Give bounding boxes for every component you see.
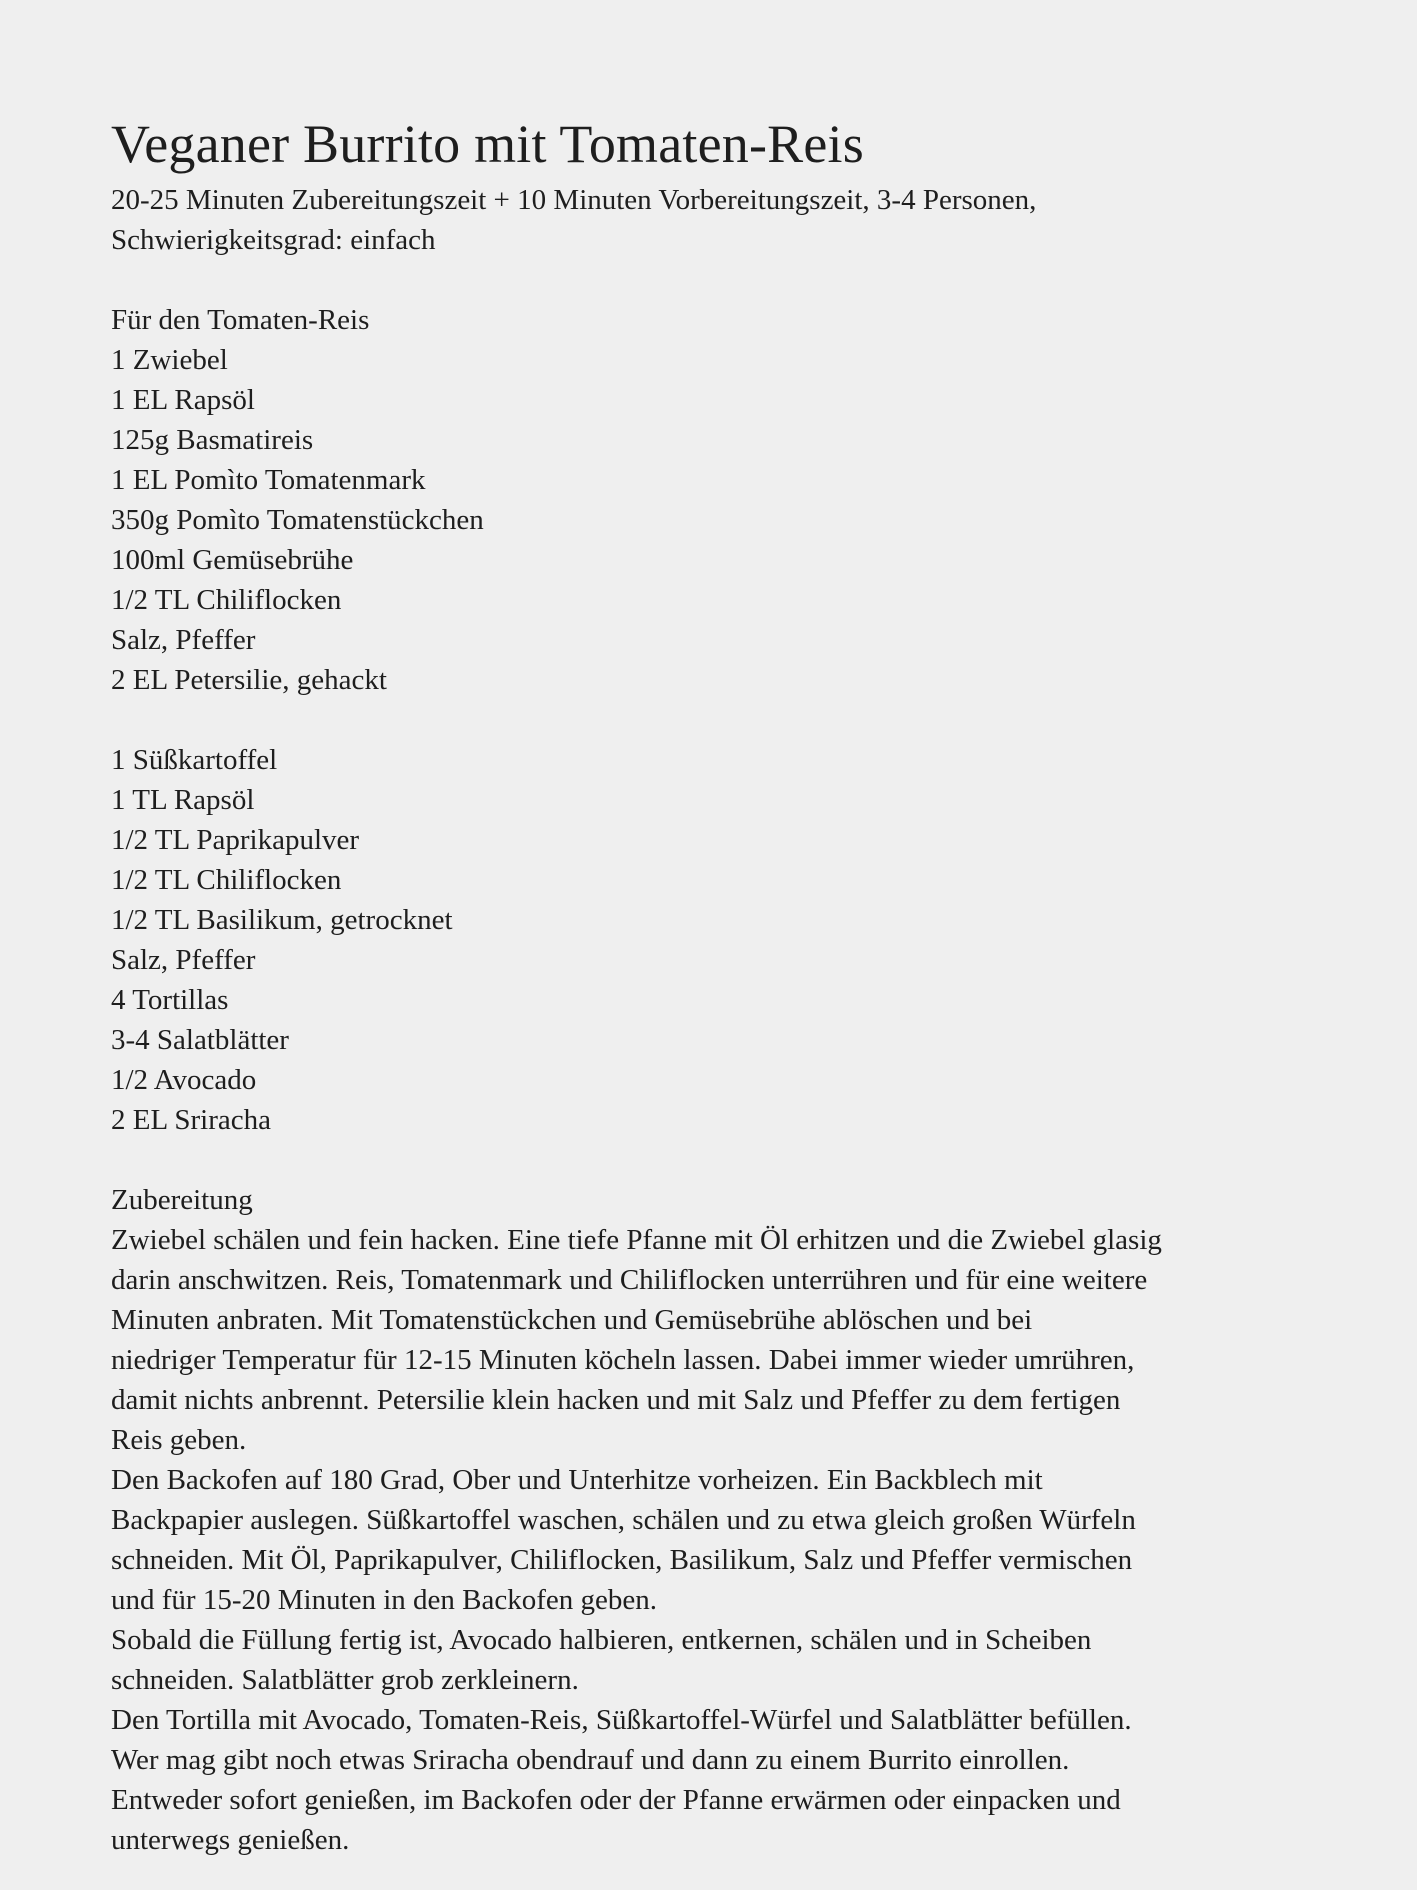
ingredient-item: 1 TL Rapsöl [111,784,255,816]
ingredient-item: 2 EL Sriracha [111,1104,271,1136]
prep-line: Minuten anbraten. Mit Tomatenstückchen und Gemüsebrühe ablöschen und bei [111,1304,1033,1336]
prep-line: schneiden. Salatblätter grob zerkleinern. [111,1664,579,1696]
prep-line: Den Backofen auf 180 Grad, Ober und Unterhitze vorheizen. Ein Backblech mit [111,1464,1043,1496]
prep-instructions [111,1220,1331,1860]
prep-line: Reis geben. [111,1424,247,1456]
ingredient-item: 1 EL Pomìto Tomatenmark [111,464,426,496]
ingredient-item: 350g Pomìto Tomatenstückchen [111,504,484,536]
prep-line: Wer mag gibt noch etwas Sriracha obendrauf und dann zu einem Burrito einrollen. [111,1744,1070,1776]
prep-line: damit nichts anbrennt. Petersilie klein hacken und mit Salz und Pfeffer zu dem fertigen [111,1384,1121,1416]
ingredient-item: 4 Tortillas [111,984,229,1016]
filling-ingredient-list [111,740,1331,1140]
ingredient-item: 1 Zwiebel [111,344,228,376]
spacer [111,700,1331,740]
prep-line: niedriger Temperatur für 12-15 Minuten köcheln lassen. Dabei immer wieder umrühren, [111,1344,1135,1376]
recipe-meta: Schwierigkeitsgrad: einfach [111,224,436,256]
prep-line: Backpapier auslegen. Süßkartoffel waschen, schälen und zu etwa gleich großen Würfeln [111,1504,1136,1536]
prep-line: unterwegs genießen. [111,1824,350,1856]
spacer [111,1140,1331,1180]
prep-line: Entweder sofort genießen, im Backofen oder der Pfanne erwärmen oder einpacken und [111,1784,1121,1816]
prep-section-heading: Zubereitung [111,1184,253,1216]
ingredient-item: 1/2 TL Basilikum, getrocknet [111,904,453,936]
prep-line: Den Tortilla mit Avocado, Tomaten-Reis, Süßkartoffel-Würfel und Salatblätter befüllen. [111,1704,1132,1736]
prep-line: Zwiebel schälen und fein hacken. Eine tiefe Pfanne mit Öl erhitzen und die Zwiebel glasig [111,1224,1162,1256]
prep-line: darin anschwitzen. Reis, Tomatenmark und Chiliflocken unterrühren und für eine weitere [111,1264,1148,1296]
rice-section-heading: Für den Tomaten-Reis [111,304,370,336]
ingredient-item: Salz, Pfeffer [111,624,256,656]
rice-ingredient-list [111,340,1331,700]
ingredient-item: 1 EL Rapsöl [111,384,255,416]
ingredient-item: 1/2 TL Chiliflocken [111,584,342,616]
ingredient-item: 100ml Gemüsebrühe [111,544,354,576]
recipe-meta: 20-25 Minuten Zubereitungszeit + 10 Minuten Vorbereitungszeit, 3-4 Personen, [111,184,1037,216]
prep-line: schneiden. Mit Öl, Paprikapulver, Chiliflocken, Basilikum, Salz und Pfeffer vermischen [111,1544,1133,1576]
recipe-title: Veganer Burrito mit Tomaten-Reis [111,114,864,174]
recipe-document [111,108,1331,1860]
prep-line: und für 15-20 Minuten in den Backofen geben. [111,1584,658,1616]
ingredient-item: 1 Süßkartoffel [111,744,278,776]
ingredient-item: 3-4 Salatblätter [111,1024,289,1056]
ingredient-item: 125g Basmatireis [111,424,314,456]
ingredient-item: Salz, Pfeffer [111,944,256,976]
ingredient-item: 2 EL Petersilie, gehackt [111,664,387,696]
spacer [111,260,1331,300]
ingredient-item: 1/2 TL Chiliflocken [111,864,342,896]
prep-line: Sobald die Füllung fertig ist, Avocado halbieren, entkernen, schälen und in Scheiben [111,1624,1092,1656]
ingredient-item: 1/2 TL Paprikapulver [111,824,360,856]
ingredient-item: 1/2 Avocado [111,1064,257,1096]
